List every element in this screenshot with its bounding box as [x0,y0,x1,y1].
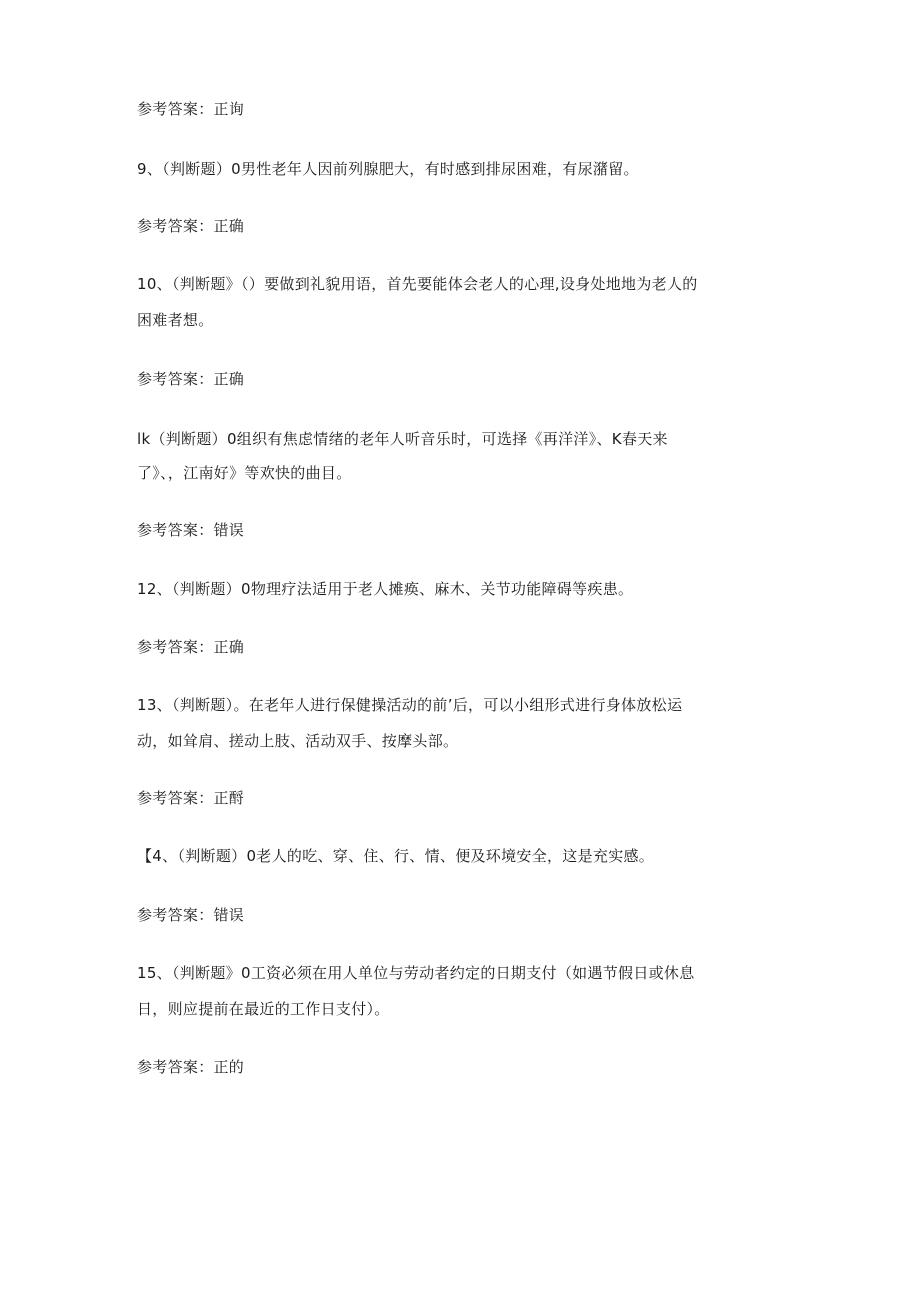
question-line: 日，则应提前在最近的工作日支付）。 [137,1000,390,1018]
answer-line: 参考答案：正的 [137,1058,245,1076]
question-line: 10、（判断题》（）要做到礼貌用语，首先要能体会老人的心理,设身处地地为老人的 [137,275,698,293]
answer-line: 参考答案：正确 [137,370,245,388]
answer-line: 参考答案：正确 [137,638,245,656]
question-line: 12、（判断题）0物理疗法适用于老人摊痪、麻木、关节功能障碍等疾患。 [137,580,634,598]
answer-line: 参考答案：正询 [137,100,245,118]
question-line: 困难者想。 [137,311,214,329]
question-line: 15、（判断题》0工资必须在用人单位与劳动者约定的日期支付（如遇节假日或休息 [137,964,695,982]
answer-line: 参考答案：错误 [137,521,245,539]
question-line: 13、（判断题）。在老年人进行保健操活动的前’后，可以小组形式进行身体放松运 [137,696,683,714]
question-line: 动，如耸肩、搓动上肢、活动双手、按摩头部。 [137,732,459,750]
question-line: 了》、，江南好》等欢快的曲目。 [137,464,352,482]
question-line: lk（判断题）0组织有焦虑情绪的老年人听音乐时，可选择《再洋洋》、K春天来 [137,430,668,448]
answer-line: 参考答案：正酹 [137,789,245,807]
answer-line: 参考答案：正确 [137,217,245,235]
question-line: 9、（判断题）0男性老年人因前列腺肥大，有时感到排尿困难，有尿潴留。 [137,160,639,178]
question-line: 【4、（判断题）0老人的吃、穿、住、行、情、便及环境安全，这是充实感。 [137,847,655,865]
answer-line: 参考答案：错误 [137,906,245,924]
